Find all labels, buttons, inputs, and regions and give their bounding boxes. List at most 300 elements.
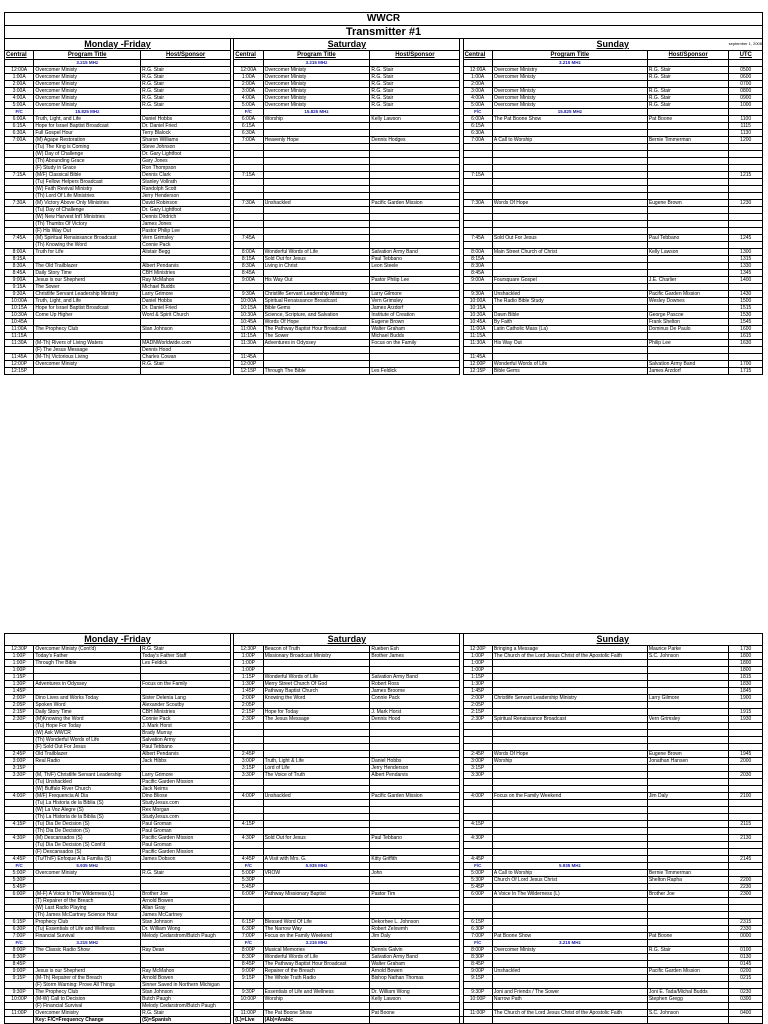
time-cell: 2:05P (463, 702, 492, 709)
time-cell (5, 1003, 34, 1010)
program-cell: Unshackled (263, 200, 370, 207)
freq-change-marker: F/C (234, 863, 263, 870)
program-cell (492, 737, 647, 744)
program-cell (492, 123, 647, 130)
program-cell (263, 723, 370, 730)
host-cell: Bernie Timmerman (647, 870, 729, 877)
time-cell (5, 723, 34, 730)
host-cell: Les Feldick (370, 368, 460, 375)
time-cell: 2:30P (5, 716, 34, 723)
utc-cell: 2230 (729, 884, 763, 891)
time-cell: 8:45A (234, 270, 263, 277)
host-cell: Brother Joe (647, 891, 729, 898)
program-cell: (F) His Way Out (34, 228, 141, 235)
schedule-row (5, 821, 763, 828)
time-cell (5, 158, 34, 165)
time-cell (463, 221, 492, 228)
program-cell: Wonderful Words of Life (263, 249, 370, 256)
program-cell: Overcomer Ministy (Cont'd) (34, 646, 141, 653)
time-cell: 2:00A (463, 81, 492, 88)
time-cell: 7:45A (5, 235, 34, 242)
program-cell (492, 779, 647, 786)
host-cell (141, 877, 231, 884)
host-cell: Paul Groman (141, 821, 231, 828)
time-cell: 2:00A (5, 81, 34, 88)
program-cell: His Way Out (492, 340, 647, 347)
program-cell (492, 709, 647, 716)
day-header-row (5, 634, 763, 646)
key-spanish: (S)=Spanish (141, 1017, 231, 1024)
program-cell: Blessed Word Of Life (263, 919, 370, 926)
host-cell (370, 842, 460, 849)
time-cell (463, 723, 492, 730)
host-cell: Jim Daly (647, 793, 729, 800)
program-cell: Beacon of Truth (263, 646, 370, 653)
host-cell: Allan Gray (141, 905, 231, 912)
host-cell (370, 730, 460, 737)
time-cell: 7:00P (5, 933, 34, 940)
schedule-row (5, 800, 763, 807)
col-central: Central (5, 51, 34, 60)
schedule-row (5, 340, 763, 347)
host-cell: Dino Bliose (141, 793, 231, 800)
program-cell: (M) Victory Above Only Ministries (34, 200, 141, 207)
time-cell (234, 744, 263, 751)
program-cell: Today's Father (34, 653, 141, 660)
program-cell (492, 961, 647, 968)
host-cell: Pat Boone (647, 116, 729, 123)
host-cell: Larry Grimore (141, 772, 231, 779)
utc-cell (729, 737, 763, 744)
schedule-row (5, 172, 763, 179)
column-header-row (5, 51, 763, 60)
program-cell (492, 284, 647, 291)
program-cell: Focus on the Family Weekend (492, 793, 647, 800)
program-cell (263, 744, 370, 751)
utc-cell: 0300 (729, 996, 763, 1003)
program-cell: The Pathway Baptist Hour Broadcast (263, 326, 370, 333)
program-cell: The Prophecy Club (34, 989, 141, 996)
program-cell (263, 193, 370, 200)
time-cell: 11:30A (234, 340, 263, 347)
time-cell: 10:00A (5, 298, 34, 305)
time-cell: 9:30A (463, 291, 492, 298)
time-cell: 4:00A (234, 95, 263, 102)
program-cell (263, 284, 370, 291)
program-cell (492, 849, 647, 856)
time-cell: 6:30A (234, 130, 263, 137)
time-cell: 3:30P (234, 772, 263, 779)
host-cell (370, 151, 460, 158)
program-cell: (M-Th) Rivers of Living Waters (34, 340, 141, 347)
program-cell: (W) Buffalo River Church (34, 786, 141, 793)
program-cell: Pathway Baptist Church (263, 688, 370, 695)
time-cell: 12:30P (234, 646, 263, 653)
time-cell (234, 807, 263, 814)
time-cell (5, 779, 34, 786)
time-cell (5, 982, 34, 989)
schedule-row (5, 221, 763, 228)
program-cell: (Th) Wonderful Words of Life (34, 737, 141, 744)
utc-cell: 1545 (729, 319, 763, 326)
time-cell: 3:30P (463, 772, 492, 779)
program-cell: Bible Gems (263, 305, 370, 312)
time-cell (234, 284, 263, 291)
program-cell: Bringing a Message (492, 646, 647, 653)
utc-cell: 0145 (729, 961, 763, 968)
time-cell (234, 347, 263, 354)
time-cell: 6:00A (5, 116, 34, 123)
time-cell: 4:00A (5, 95, 34, 102)
time-cell: 7:15A (5, 172, 34, 179)
program-cell: (Th) Knowing the Word (34, 242, 141, 249)
program-cell (263, 807, 370, 814)
time-cell: 12:00A (234, 67, 263, 74)
schedule-row (5, 688, 763, 695)
utc-cell: 1315 (729, 256, 763, 263)
host-cell (647, 305, 729, 312)
program-cell (263, 354, 370, 361)
time-cell (5, 207, 34, 214)
utc-cell (729, 207, 763, 214)
time-cell (463, 347, 492, 354)
host-cell (370, 270, 460, 277)
time-cell: 4:45P (234, 856, 263, 863)
host-cell: StudyJesus.com (141, 814, 231, 821)
time-cell: 8:45P (5, 961, 34, 968)
utc-cell: 1930 (729, 716, 763, 723)
program-cell (492, 954, 647, 961)
program-cell: Focus on the Family Weekend (263, 933, 370, 940)
host-cell: Vern Grimsley (370, 298, 460, 305)
host-cell: Dr. William Wong (370, 989, 460, 996)
host-cell (647, 814, 729, 821)
key-blank (370, 1017, 460, 1024)
time-cell: 2:15P (5, 709, 34, 716)
schedule-row (5, 814, 763, 821)
host-cell: Dr. William Wong (141, 926, 231, 933)
freq-blank (647, 940, 729, 947)
time-cell: 8:15A (5, 256, 34, 263)
frequency-label: 15.825 MHz (263, 109, 370, 116)
schedule-row (5, 716, 763, 723)
host-cell: Pacific Garden Mission (647, 968, 729, 975)
utc-cell: 1815 (729, 674, 763, 681)
host-cell: R.G. Stair (141, 67, 231, 74)
freq-blank (729, 60, 763, 67)
schedule-row (5, 277, 763, 284)
time-cell: 7:15A (234, 172, 263, 179)
host-cell (647, 144, 729, 151)
utc-cell (729, 898, 763, 905)
time-cell (463, 193, 492, 200)
time-cell: 9:00A (5, 277, 34, 284)
host-cell: CBH Ministries (141, 270, 231, 277)
program-cell: Foursquare Gospel (492, 277, 647, 284)
host-cell (141, 884, 231, 891)
program-cell (492, 926, 647, 933)
utc-cell: 0000 (729, 933, 763, 940)
host-cell: J. Mark Horst (141, 723, 231, 730)
time-cell: 5:00P (234, 870, 263, 877)
time-cell: 1:00P (5, 653, 34, 660)
program-cell: Overcomer Ministy (492, 88, 647, 95)
schedule-row (5, 193, 763, 200)
time-cell: 9:00A (463, 277, 492, 284)
time-cell: 9:30P (463, 989, 492, 996)
schedule-row (5, 653, 763, 660)
program-cell: Wonderful Words of Life (263, 954, 370, 961)
program-cell (492, 786, 647, 793)
utc-cell (729, 1003, 763, 1010)
utc-cell: 1330 (729, 263, 763, 270)
utc-cell (729, 723, 763, 730)
utc-cell: 1600 (729, 326, 763, 333)
program-cell: Wonderful Words of Life (263, 674, 370, 681)
freq-change-marker: F/C (5, 109, 34, 116)
freq-blank (647, 863, 729, 870)
time-cell: 12:30P (5, 646, 34, 653)
schedule-row (5, 947, 763, 954)
time-cell: 5:45P (234, 884, 263, 891)
program-cell: (M-Th) Victorious Living (34, 354, 141, 361)
host-cell: Paul Tebbano (647, 235, 729, 242)
time-cell: 10:00A (234, 298, 263, 305)
program-cell (263, 130, 370, 137)
time-cell: 4:15P (234, 821, 263, 828)
host-cell (141, 961, 231, 968)
time-cell (234, 828, 263, 835)
schedule-row (5, 242, 763, 249)
host-cell (370, 737, 460, 744)
schedule-row (5, 207, 763, 214)
time-cell: 10:15A (463, 305, 492, 312)
schedule-row (5, 877, 763, 884)
frequency-label: 15.825 MHz (34, 109, 141, 116)
program-cell (492, 333, 647, 340)
utc-cell (729, 354, 763, 361)
time-cell (5, 228, 34, 235)
station-title: WWCR (4, 12, 763, 26)
host-cell (647, 221, 729, 228)
time-cell: 2:05P (234, 702, 263, 709)
program-cell: Adventures in Odyssey (263, 340, 370, 347)
host-cell: Joni E. Tada/Michal Budds (647, 989, 729, 996)
time-cell (463, 165, 492, 172)
time-cell: 1:15P (463, 674, 492, 681)
key-blank (492, 1017, 647, 1024)
program-cell: The Classic Radio Show (34, 947, 141, 954)
program-cell: The Church of the Lord Jesus Christ of the Apostolic Faith (492, 1010, 647, 1017)
host-cell: MADNWorldwide.com (141, 340, 231, 347)
program-cell: A Visit with Mrs. G. (263, 856, 370, 863)
program-cell: Dino Lives and Works Today (34, 695, 141, 702)
program-cell: Sold Out for Jesus (263, 256, 370, 263)
host-cell: R.G. Stair (647, 947, 729, 954)
host-cell: Connie Pack (370, 695, 460, 702)
time-cell: 6:30A (5, 130, 34, 137)
program-cell: Through The Bible (263, 368, 370, 375)
program-cell: Overcomer Ministy (34, 81, 141, 88)
host-cell (647, 709, 729, 716)
host-cell: Dr. Gary Lightfoot (141, 207, 231, 214)
utc-cell (729, 186, 763, 193)
program-cell: Dawn Bible (492, 312, 647, 319)
host-cell (370, 821, 460, 828)
host-cell: Paul Tebbano (370, 835, 460, 842)
host-cell (647, 354, 729, 361)
host-cell (141, 333, 231, 340)
time-cell: 10:00P (234, 996, 263, 1003)
time-cell: 10:00P (5, 996, 34, 1003)
host-cell: Paul Groman (141, 842, 231, 849)
freq-blank (647, 60, 729, 67)
program-cell: Spiritual Renaissance Broadcast (492, 716, 647, 723)
schedule-row (5, 179, 763, 186)
time-cell: 1:15P (234, 674, 263, 681)
utc-cell (729, 814, 763, 821)
host-cell: Ray Dean (141, 947, 231, 954)
program-cell: Lord of Life (263, 765, 370, 772)
freq-blank (370, 60, 460, 67)
schedule-row (5, 989, 763, 996)
program-cell: (Tu) La Historia de la Biblia (S) (34, 800, 141, 807)
freq-blank (729, 109, 763, 116)
schedule-row (5, 926, 763, 933)
time-cell: 1:30P (463, 681, 492, 688)
time-cell (463, 186, 492, 193)
host-cell: Stan Johnson (141, 919, 231, 926)
time-cell (234, 737, 263, 744)
time-cell: 1:45P (463, 688, 492, 695)
program-cell: Daily Story Time (34, 270, 141, 277)
host-cell: Larry Gilmore (370, 291, 460, 298)
program-cell: Overcomer Ministy (263, 88, 370, 95)
host-cell: Jonathan Hansen (647, 758, 729, 765)
utc-cell: 0900 (729, 95, 763, 102)
utc-cell (729, 730, 763, 737)
host-cell: Today's Father Staff (141, 653, 231, 660)
time-cell: 7:00A (463, 137, 492, 144)
time-cell (5, 221, 34, 228)
host-cell: Jerry Henderson (370, 765, 460, 772)
program-cell: (M, Th/F) Christlife Servant Leadership (34, 772, 141, 779)
host-cell (370, 779, 460, 786)
program-cell (263, 898, 370, 905)
time-cell: 4:15P (463, 821, 492, 828)
schedule-row (5, 270, 763, 277)
utc-cell: 1515 (729, 305, 763, 312)
host-cell: R.G. Stair (370, 81, 460, 88)
time-cell: 9:00P (234, 968, 263, 975)
time-cell (5, 912, 34, 919)
program-cell: Truth, Light, and Life (34, 116, 141, 123)
utc-cell: 1130 (729, 130, 763, 137)
program-cell: Overcomer Ministy (34, 95, 141, 102)
schedule-table-morning (4, 38, 763, 375)
host-cell: Albert Pendarvis (370, 772, 460, 779)
time-cell: 11:00A (5, 326, 34, 333)
host-cell: S.C. Johnson (647, 1010, 729, 1017)
schedule-row (5, 709, 763, 716)
time-cell: 6:15P (5, 919, 34, 926)
time-cell (463, 828, 492, 835)
program-cell: Truth for Life (34, 249, 141, 256)
host-cell: Dennis Galvin (370, 947, 460, 954)
time-cell: 11:15A (463, 333, 492, 340)
program-cell: Overcomer Ministy (34, 74, 141, 81)
time-cell: 6:15A (463, 123, 492, 130)
schedule-row (5, 786, 763, 793)
host-cell: Gary Jones (141, 158, 231, 165)
host-cell: Pacific Garden Mission (370, 793, 460, 800)
schedule-row (5, 856, 763, 863)
program-cell (263, 221, 370, 228)
schedule-row (5, 660, 763, 667)
program-cell: Adventures in Odyssey (34, 681, 141, 688)
utc-cell (729, 179, 763, 186)
program-cell (263, 165, 370, 172)
program-cell (492, 674, 647, 681)
host-cell (370, 660, 460, 667)
time-cell: 11:30A (5, 340, 34, 347)
program-cell (492, 347, 647, 354)
program-cell (492, 772, 647, 779)
time-cell: 4:00P (463, 793, 492, 800)
frequency-change-row (5, 940, 763, 947)
utc-cell: 1530 (729, 312, 763, 319)
program-cell (492, 884, 647, 891)
utc-cell: 0100 (729, 947, 763, 954)
time-cell: 6:15P (463, 919, 492, 926)
time-cell: 1:45P (234, 688, 263, 695)
time-cell: 10:30A (234, 312, 263, 319)
program-cell (492, 842, 647, 849)
program-cell: Overcomer Ministry (492, 67, 647, 74)
program-cell: The Old Trailblazer (34, 263, 141, 270)
time-cell: 6:15A (5, 123, 34, 130)
program-cell: The Voice of Truth (263, 772, 370, 779)
program-cell: Overcomer Ministy (492, 102, 647, 109)
freq-blank (234, 60, 263, 67)
host-cell (647, 667, 729, 674)
host-cell (141, 256, 231, 263)
time-cell: 1:00P (463, 660, 492, 667)
time-cell: 2:30P (463, 716, 492, 723)
program-cell: By Faith (492, 319, 647, 326)
col-program: Program Title (34, 51, 141, 60)
schedule-row (5, 835, 763, 842)
freq-change-marker: F/C (463, 940, 492, 947)
host-cell: R.G. Stair (141, 81, 231, 88)
time-cell: 6:30P (463, 926, 492, 933)
program-cell: Full Gospel Hour (34, 130, 141, 137)
schedule-row (5, 354, 763, 361)
time-cell: 9:15A (5, 284, 34, 291)
host-cell (370, 214, 460, 221)
program-cell (492, 221, 647, 228)
program-cell (492, 228, 647, 235)
time-cell: 11:00P (234, 1010, 263, 1017)
host-cell: R.G. Stair (647, 88, 729, 95)
schedule-row (5, 319, 763, 326)
time-cell: 10:15A (5, 305, 34, 312)
host-cell (647, 256, 729, 263)
program-cell: (M/F) Frequencia Al Dia (34, 793, 141, 800)
time-cell: 8:30P (234, 954, 263, 961)
time-cell (234, 151, 263, 158)
day-header-weekday: Monday -Friday (5, 39, 231, 51)
